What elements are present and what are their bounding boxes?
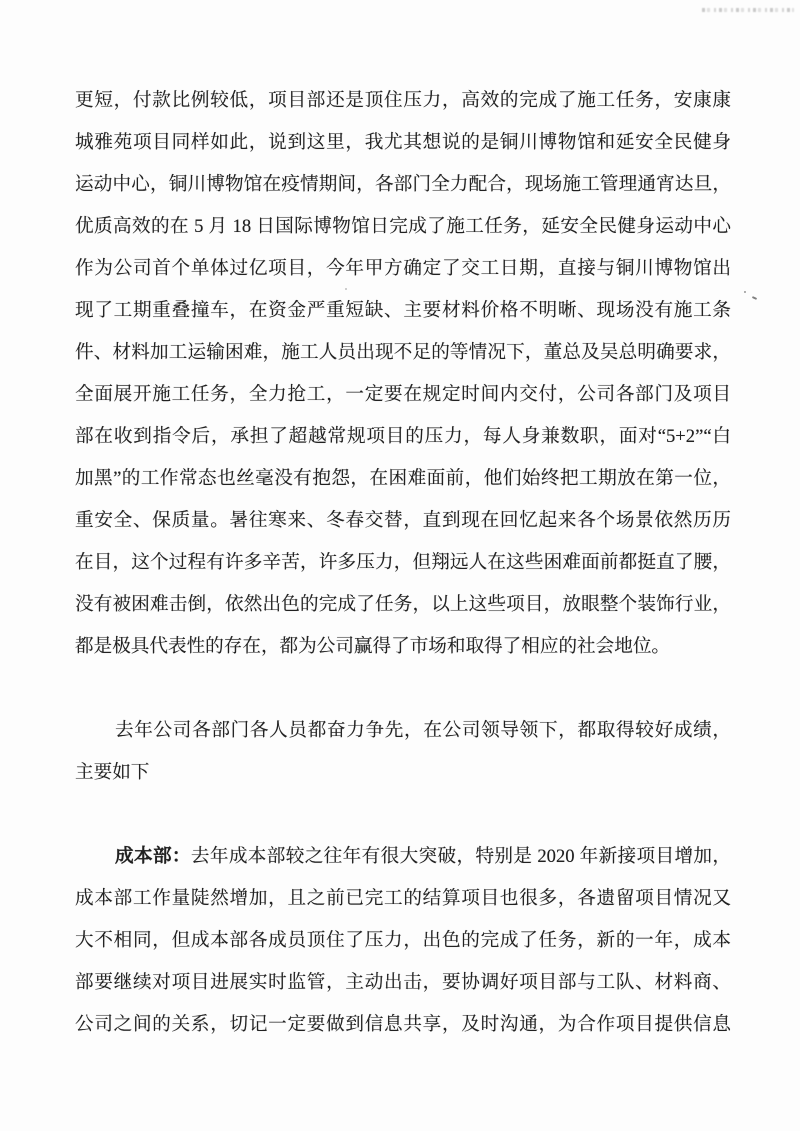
text-line: 城雅苑项目同样如此，说到这里，我尤其想说的是铜川博物馆和延安全民健身	[75, 132, 731, 153]
text-line: 公司之间的关系，切记一定要做到信息共享，及时沟通，为合作项目提供信息	[75, 1014, 731, 1035]
text-line: 在目，这个过程有许多辛苦，许多压力，但翔远人在这些困难面前都挺直了腰，	[75, 552, 731, 573]
text-line: 运动中心，铜川博物馆在疫情期间，各部门全力配合，现场施工管理通宵达旦，	[75, 174, 731, 195]
scan-speck	[744, 291, 747, 294]
text-line: 部要继续对项目进展实时监管，主动出击，要协调好项目部与工队、材料商、	[75, 972, 731, 993]
text-line: 成本部：去年成本部较之往年有很大突破，特别是 2020 年新接项目增加，	[115, 846, 731, 867]
text-line: 主要如下	[75, 762, 150, 783]
scan-artifact-header	[702, 8, 794, 12]
text-line: 大不相同，但成本部各成员顶住了压力，出色的完成了任务，新的一年，成本	[75, 930, 731, 951]
text-line: 现了工期重叠撞车，在资金严重短缺、主要材料价格不明晰、现场没有施工条	[75, 300, 731, 321]
paragraph-1	[75, 80, 731, 668]
text-line: 去年公司各部门各人员都奋力争先，在公司领导领下，都取得较好成绩，	[115, 720, 731, 741]
text-line: 件、材料加工运输困难，施工人员出现不足的等情况下，董总及吴总明确要求，	[75, 342, 731, 363]
text-line: 都是极具代表性的存在，都为公司赢得了市场和取得了相应的社会地位。	[75, 636, 671, 657]
text-line: 部在收到指令后，承担了超越常规项目的压力，每人身兼数职，面对“5+2”“白	[75, 426, 731, 447]
text-line: 作为公司首个单体过亿项目，今年甲方确定了交工日期，直接与铜川博物馆出	[75, 258, 731, 279]
paragraph-2	[75, 710, 731, 794]
text-line: 没有被困难击倒，依然出色的完成了任务，以上这些项目，放眼整个装饰行业，	[75, 594, 731, 615]
paragraph-3	[75, 836, 731, 1046]
text-line: 更短，付款比例较低，项目部还是顶住压力，高效的完成了施工任务，安康康	[75, 90, 731, 111]
text-line: 成本部工作量陡然增加，且之前已完工的结算项目也很多，各遗留项目情况又	[75, 888, 731, 909]
document-body	[75, 80, 731, 1046]
scan-speck	[752, 296, 757, 300]
text-line: 优质高效的在 5 月 18 日国际博物馆日完成了施工任务，延安全民健身运动中心	[75, 216, 731, 237]
paragraph-lead-bold: 成本部：	[115, 846, 191, 867]
text-line: 重安全、保质量。暑往寒来、冬春交替，直到现在回忆起来各个场景依然历历	[75, 510, 731, 531]
text-line: 全面展开施工任务，全力抢工，一定要在规定时间内交付，公司各部门及项目	[75, 384, 731, 405]
text-line: 加黑”的工作常态也丝毫没有抱怨，在困难面前，他们始终把工期放在第一位，	[75, 468, 731, 489]
